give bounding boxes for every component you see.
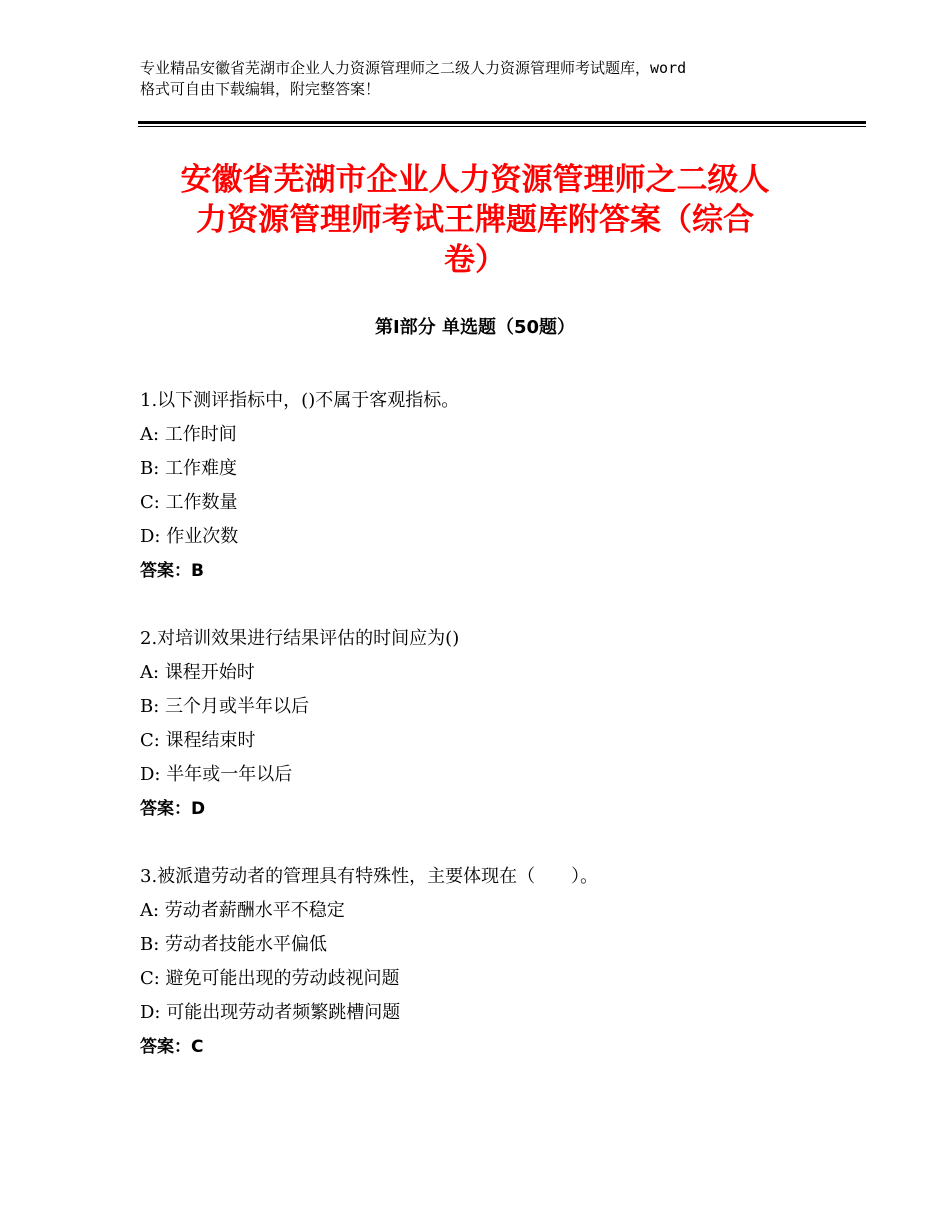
document-title-line-2: 力资源管理师考试王牌题库附答案（综合: [196, 202, 754, 238]
option-b: B: 三个月或半年以后: [140, 696, 310, 717]
option-a: A: 课程开始时: [140, 662, 255, 683]
option-d: D: 半年或一年以后: [140, 764, 293, 785]
header-note-line-2: 格式可自由下载编辑，附完整答案！: [140, 80, 381, 98]
document-title-line-1: 安徽省芜湖市企业人力资源管理师之二级人: [180, 162, 770, 198]
question-stem: 1.以下测评指标中，()不属于客观指标。: [140, 390, 460, 411]
option-c: C: 工作数量: [140, 492, 238, 513]
option-a: A: 劳动者薪酬水平不稳定: [140, 900, 345, 921]
section-heading: 第Ⅰ部分 单选题（50题）: [374, 317, 575, 338]
answer: 答案：C: [140, 1037, 204, 1057]
option-b: B: 劳动者技能水平偏低: [140, 934, 328, 955]
header-divider-thin: [138, 126, 866, 127]
question-3: [140, 860, 840, 1064]
question-2: [140, 622, 840, 826]
option-c: C: 课程结束时: [140, 730, 256, 751]
question-list: [140, 384, 840, 1098]
option-d: D: 作业次数: [140, 526, 239, 547]
option-b: B: 工作难度: [140, 458, 238, 479]
header-note-line-1: 专业精品安徽省芜湖市企业人力资源管理师之二级人力资源管理师考试题库，word: [140, 59, 687, 77]
question-stem: 3.被派遣劳动者的管理具有特殊性，主要体现在（ ）。: [140, 866, 599, 887]
question-1: [140, 384, 840, 588]
option-c: C: 避免可能出现的劳动歧视问题: [140, 968, 400, 989]
document-title-line-3: 卷）: [444, 242, 506, 278]
document-title: [140, 160, 810, 280]
option-a: A: 工作时间: [140, 424, 237, 445]
question-stem: 2.对培训效果进行结果评估的时间应为(): [140, 628, 460, 649]
header-note: [140, 58, 830, 100]
answer: 答案：D: [140, 799, 206, 819]
option-d: D: 可能出现劳动者频繁跳槽问题: [140, 1002, 401, 1023]
header-divider-thick: [138, 121, 866, 124]
answer: 答案：B: [140, 561, 204, 581]
